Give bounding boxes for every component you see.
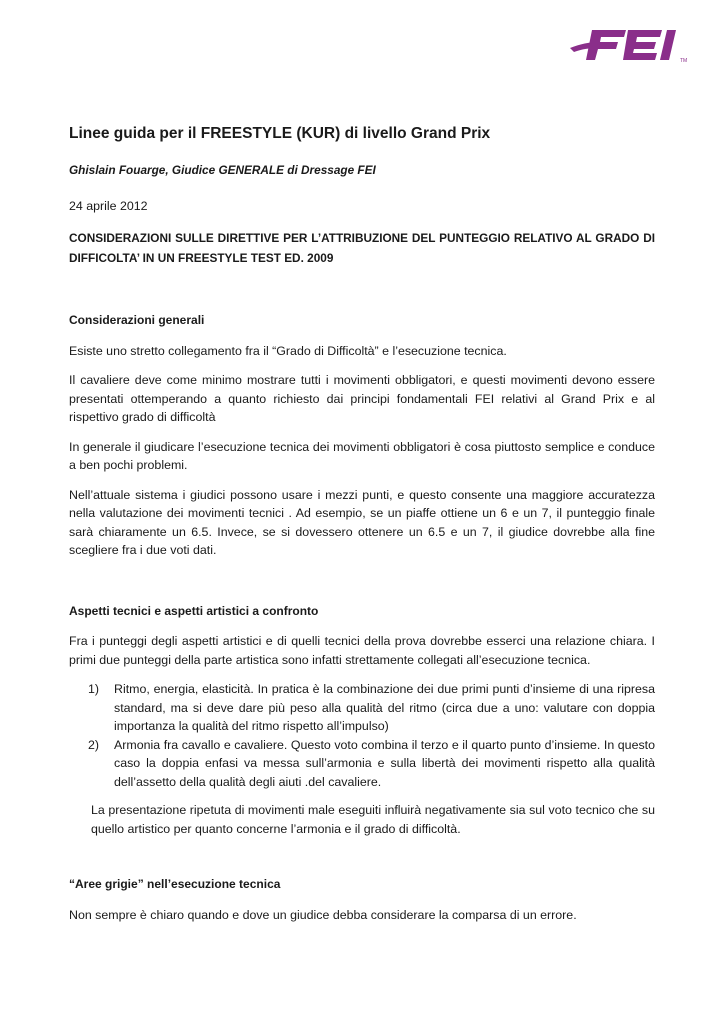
- document-subheading: CONSIDERAZIONI SULLE DIRETTIVE PER L’ATTRIBUZIONE DEL PUNTEGGIO RELATIVO AL GRADO DI DIFFICOLTA’ IN UN FREESTYLE TEST ED. 2009: [69, 231, 655, 265]
- section-title-technical-artistic: Aspetti tecnici e aspetti artistici a confronto: [69, 603, 319, 618]
- document-title: Linee guida per il FREESTYLE (KUR) di livello Grand Prix: [69, 125, 491, 142]
- paragraph: Esiste uno stretto collegamento fra il “Grado di Difficoltà” e l’esecuzione tecnica.: [69, 343, 507, 358]
- list-item-text: Ritmo, energia, elasticità. In pratica è la combinazione dei due primi punti d’insieme di una ripresa standard, ma si deve dare più peso alla qualità del ritmo (circa due a uno: valutare con doppia importanza la qualità del ritmo rispetto all’impulso): [114, 682, 655, 733]
- document-author: Ghislain Fouarge, Giudice GENERALE di Dressage FEI: [69, 163, 376, 177]
- fei-logo-icon: [568, 26, 692, 66]
- paragraph: Nell’attuale sistema i giudici possono usare i mezzi punti, e questo consente una maggiore accuratezza nella valutazione dei movimenti tecnici . Ad esempio, se un piaffe ottiene un 6 e un 7, il punteggio finale sarà chiaramente un 6.5. Invece, se si dovessero ottenere un 6.5 e un 7, il giudice dovrebbe alla fine scegliere fra i due voti dati.: [69, 487, 655, 557]
- list-item: [80, 680, 655, 736]
- section-title-general: Considerazioni generali: [69, 313, 205, 327]
- paragraph: Il cavaliere deve come minimo mostrare tutti i movimenti obbligatori, e questi movimenti devono essere presentati ottemperando a quanto richiesto dai principi fondamentali FEI relativi al Grand Prix e al rispettivo grado di difficoltà: [69, 373, 655, 424]
- list-item-text: Armonia fra cavallo e cavaliere. Questo voto combina il terzo e il quarto punto d’insieme. In questo caso la doppia enfasi va messa sull’armonia e sulla libertà dei movimenti rispetto alla qualità dell’assetto della qualità degli aiuti .del cavaliere.: [114, 737, 655, 789]
- trademark-label: TM: [680, 58, 688, 64]
- paragraph: In generale il giudicare l’esecuzione tecnica dei movimenti obbligatori è cosa piuttosto semplice e conduce a ben pochi problemi.: [69, 439, 655, 472]
- document-date: 24 aprile 2012: [69, 198, 148, 213]
- list-item: [80, 736, 655, 792]
- numbered-list: [69, 680, 655, 791]
- list-item-number: 1): [88, 682, 100, 696]
- list-item-number: 2): [88, 737, 100, 752]
- paragraph: Non sempre è chiaro quando e dove un giudice debba considerare la comparsa di un errore.: [69, 907, 577, 922]
- document-body: [69, 124, 655, 935]
- section-title-grey-areas: “Aree grigie” nell’esecuzione tecnica: [69, 877, 281, 891]
- fei-logo: [568, 26, 692, 66]
- paragraph: La presentazione ripetuta di movimenti male eseguiti influirà negativamente sia sul voto tecnico che su quello artistico per quanto concerne l’armonia e il grado di difficoltà.: [91, 803, 655, 836]
- paragraph: Fra i punteggi degli aspetti artistici e di quelli tecnici della prova dovrebbe esserci una relazione chiara. I primi due punteggi della parte artistica sono infatti strettamente collegati all’esecuzione tecnica.: [69, 634, 655, 667]
